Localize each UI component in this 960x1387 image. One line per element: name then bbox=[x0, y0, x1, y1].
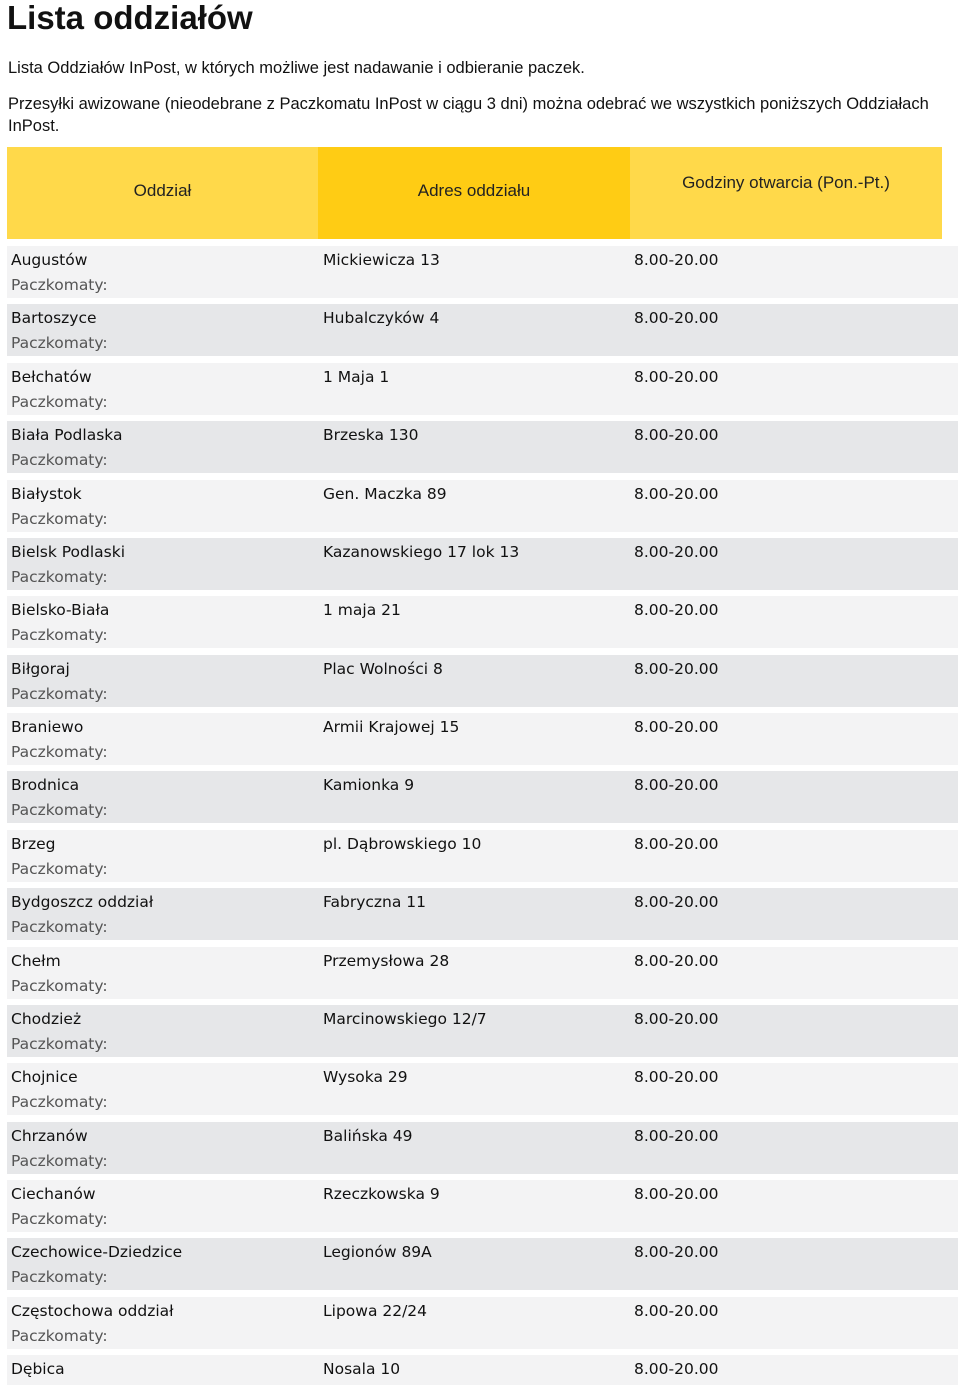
table-row bbox=[7, 1122, 958, 1174]
parcel-lockers-label: Paczkomaty: bbox=[11, 392, 108, 411]
branch-address: pl. Dąbrowskiego 10 bbox=[323, 834, 482, 853]
column-header-hours: Godziny otwarcia (Pon.-Pt.) bbox=[630, 147, 942, 239]
branch-address: Balińska 49 bbox=[323, 1126, 413, 1145]
parcel-lockers-label: Paczkomaty: bbox=[11, 976, 108, 995]
parcel-lockers-label: Paczkomaty: bbox=[11, 451, 108, 470]
branch-name: Chrzanów bbox=[11, 1126, 88, 1145]
table-row bbox=[7, 713, 958, 765]
opening-hours: 8.00-20.00 bbox=[634, 1185, 719, 1203]
branch-name: Chojnice bbox=[11, 1068, 78, 1087]
branch-name: Białystok bbox=[11, 484, 82, 503]
parcel-lockers-label: Paczkomaty: bbox=[11, 684, 108, 703]
opening-hours: 8.00-20.00 bbox=[634, 426, 719, 445]
table-row bbox=[7, 480, 958, 532]
parcel-lockers-label: Paczkomaty: bbox=[11, 1268, 108, 1287]
parcel-lockers-label: Paczkomaty: bbox=[11, 801, 108, 820]
branch-name: Czechowice-Dziedzice bbox=[11, 1243, 183, 1262]
branch-address: Armii Krajowej 15 bbox=[323, 718, 460, 736]
opening-hours: 8.00-20.00 bbox=[634, 776, 719, 795]
intro-paragraph: Lista Oddziałów InPost, w których możliwe jest nadawanie i odbieranie paczek. bbox=[8, 59, 585, 77]
branch-address: Hubalczyków 4 bbox=[323, 309, 440, 328]
branch-name: Częstochowa oddział bbox=[11, 1301, 174, 1320]
branch-address: 1 Maja 1 bbox=[323, 367, 390, 386]
opening-hours: 8.00-20.00 bbox=[634, 718, 719, 736]
parcel-lockers-label: Paczkomaty: bbox=[11, 1326, 108, 1345]
table-row bbox=[7, 596, 958, 648]
opening-hours: 8.00-20.00 bbox=[634, 251, 719, 269]
opening-hours: 8.00-20.00 bbox=[634, 1126, 719, 1145]
opening-hours: 8.00-20.00 bbox=[634, 601, 719, 620]
branch-address: Rzeczkowska 9 bbox=[323, 1185, 440, 1203]
table-row bbox=[7, 304, 958, 356]
branch-name: Brzeg bbox=[11, 834, 56, 853]
opening-hours: 8.00-20.00 bbox=[634, 659, 719, 678]
branch-name: Augustów bbox=[11, 251, 88, 269]
opening-hours: 8.00-20.00 bbox=[634, 1068, 719, 1087]
table-row bbox=[7, 363, 958, 415]
parcel-lockers-label: Paczkomaty: bbox=[11, 1034, 108, 1053]
opening-hours: 8.00-20.00 bbox=[634, 951, 719, 970]
opening-hours: 8.00-20.00 bbox=[634, 309, 719, 328]
opening-hours: 8.00-20.00 bbox=[634, 542, 719, 561]
branch-name: Biała Podlaska bbox=[11, 426, 123, 445]
branch-name: Bielsko-Biała bbox=[11, 601, 110, 620]
table-header bbox=[7, 147, 942, 239]
opening-hours: 8.00-20.00 bbox=[634, 484, 719, 503]
branch-address: Wysoka 29 bbox=[323, 1068, 408, 1087]
table-row bbox=[7, 947, 958, 999]
branch-address: Przemysłowa 28 bbox=[323, 951, 450, 970]
parcel-lockers-label: Paczkomaty: bbox=[11, 918, 108, 937]
opening-hours: 8.00-20.00 bbox=[634, 1243, 719, 1262]
opening-hours: 8.00-20.00 bbox=[634, 893, 719, 912]
notice-paragraph: Przesyłki awizowane (nieodebrane z Paczkomatu InPost w ciągu 3 dni) można odebrać we wszystkich poniższych Oddziałach InPost. bbox=[8, 95, 929, 135]
table-row bbox=[7, 1355, 958, 1385]
page-title: Lista oddziałów bbox=[7, 0, 253, 36]
branch-name: Chełm bbox=[11, 951, 61, 970]
branch-address: Nosala 10 bbox=[323, 1360, 401, 1379]
column-header-address: Adres oddziału bbox=[318, 147, 630, 239]
branch-name: Bartoszyce bbox=[11, 309, 97, 328]
opening-hours: 8.00-20.00 bbox=[634, 834, 719, 853]
parcel-lockers-label: Paczkomaty: bbox=[11, 626, 108, 645]
parcel-lockers-label: Paczkomaty: bbox=[11, 276, 108, 294]
branch-name: Ciechanów bbox=[11, 1185, 96, 1203]
parcel-lockers-label: Paczkomaty: bbox=[11, 509, 108, 528]
branch-address: Brzeska 130 bbox=[323, 426, 419, 445]
branch-address: Legionów 89A bbox=[323, 1243, 432, 1262]
parcel-lockers-label: Paczkomaty: bbox=[11, 567, 108, 586]
table-row bbox=[7, 830, 958, 882]
opening-hours: 8.00-20.00 bbox=[634, 1301, 719, 1320]
branch-name: Bełchatów bbox=[11, 367, 92, 386]
branch-name: Biłgoraj bbox=[11, 659, 70, 678]
table-row bbox=[7, 1297, 958, 1349]
branch-address: Mickiewicza 13 bbox=[323, 251, 440, 269]
branch-name: Bydgoszcz oddział bbox=[11, 893, 154, 912]
table-row bbox=[7, 1063, 958, 1115]
opening-hours: 8.00-20.00 bbox=[634, 1360, 719, 1379]
branch-address: Kazanowskiego 17 lok 13 bbox=[323, 542, 520, 561]
branch-address: Lipowa 22/24 bbox=[323, 1301, 428, 1320]
parcel-lockers-label: Paczkomaty: bbox=[11, 1210, 108, 1228]
table-row bbox=[7, 1238, 958, 1290]
opening-hours: 8.00-20.00 bbox=[634, 1009, 719, 1028]
branch-address: 1 maja 21 bbox=[323, 601, 401, 620]
branch-address: Gen. Maczka 89 bbox=[323, 484, 447, 503]
table-row bbox=[7, 246, 958, 298]
parcel-lockers-label: Paczkomaty: bbox=[11, 1151, 108, 1170]
opening-hours: 8.00-20.00 bbox=[634, 367, 719, 386]
parcel-lockers-label: Paczkomaty: bbox=[11, 1093, 108, 1112]
column-header-branch: Oddział bbox=[7, 147, 318, 239]
branch-name: Bielsk Podlaski bbox=[11, 542, 126, 561]
branch-name: Brodnica bbox=[11, 776, 80, 795]
branch-address: Plac Wolności 8 bbox=[323, 659, 443, 678]
table-row bbox=[7, 771, 958, 823]
branch-name: Chodzież bbox=[11, 1009, 82, 1028]
branch-address: Fabryczna 11 bbox=[323, 893, 427, 912]
table-row bbox=[7, 1005, 958, 1057]
table-row bbox=[7, 1180, 958, 1232]
branch-address: Marcinowskiego 12/7 bbox=[323, 1009, 487, 1028]
branch-address: Kamionka 9 bbox=[323, 776, 415, 795]
branch-name: Dębica bbox=[11, 1360, 65, 1379]
branch-table bbox=[7, 246, 958, 1387]
table-row bbox=[7, 538, 958, 590]
table-row bbox=[7, 421, 958, 473]
table-row bbox=[7, 655, 958, 707]
parcel-lockers-label: Paczkomaty: bbox=[11, 859, 108, 878]
parcel-lockers-label: Paczkomaty: bbox=[11, 743, 108, 761]
parcel-lockers-label: Paczkomaty: bbox=[11, 334, 108, 353]
branch-name: Braniewo bbox=[11, 718, 84, 736]
table-row bbox=[7, 888, 958, 940]
